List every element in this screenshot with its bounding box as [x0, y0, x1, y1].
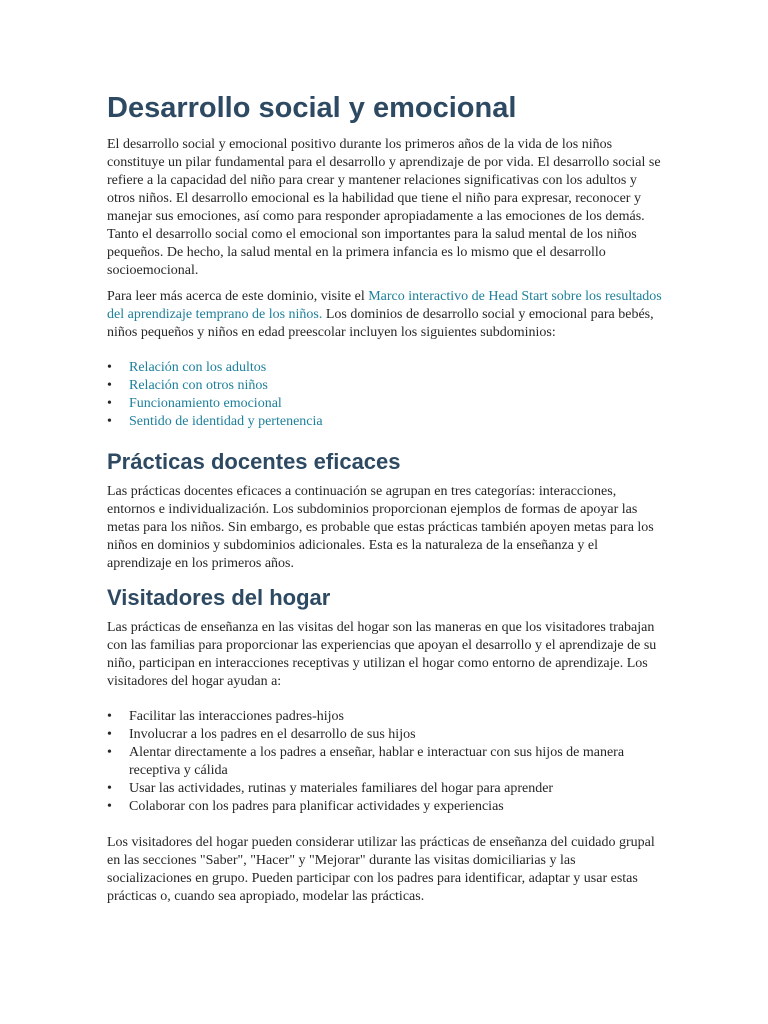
- home-visitors-list-item: • Involucrar a los padres en el desarrollo de sus hijos: [107, 726, 663, 744]
- home-visitors-list-item: • Facilitar las interacciones padres-hijos: [107, 708, 663, 726]
- home-visitors-list: [107, 708, 663, 816]
- subdomain-list-item: [107, 359, 663, 377]
- subdomain-link-children[interactable]: Relación con otros niños: [129, 378, 268, 393]
- subdomain-list: [107, 359, 663, 431]
- home-visitors-list-item: • Colaborar con los padres para planificar actividades y experiencias: [107, 798, 663, 816]
- home-visitors-list-item: • Usar las actividades, rutinas y materiales familiares del hogar para aprender: [107, 780, 663, 798]
- heading-social-emotional-development: Desarrollo social y emocional: [107, 92, 517, 124]
- subdomain-list-item: [107, 377, 663, 395]
- practices-paragraph: Las prácticas docentes eficaces a continuación se agrupan en tres categorías: interacciones, entornos e individualización. Los subdominios proporcionan ejemplos de formas de apoyar las metas para los niños. Sin embargo, es probable que estas prácticas también apoyen metas para los niños en dominios y subdominios adicionales. Esta es la naturaleza de la enseñanza y el aprendizaje en los primeros años.: [107, 484, 654, 571]
- heading-effective-teaching-practices: Prácticas docentes eficaces: [107, 449, 401, 474]
- intro-paragraph: El desarrollo social y emocional positivo durante los primeros años de la vida de los niños constituye un pilar fundamental para el desarrollo y aprendizaje de por vida. El desarrollo social se refiere a la capacidad del niño para crear y mantener relaciones significativas con los adultos y otros niños. El desarrollo emocional es la habilidad que tiene el niño para expresar, reconocer y manejar sus emociones, así como para responder apropiadamente a las emociones de los demás. Tanto el desarrollo social como el emocional son importantes para la salud mental de los niños pequeños. De hecho, la salud mental en la primera infancia es lo mismo que el desarrollo socioemocional.: [107, 137, 661, 278]
- home-visitors-list-item: • Alentar directamente a los padres a enseñar, hablar e interactuar con sus hijos de manera receptiva y cálida: [107, 744, 663, 780]
- subdomain-link-adults[interactable]: Relación con los adultos: [129, 360, 267, 375]
- subdomain-link-identity[interactable]: Sentido de identidad y pertenencia: [129, 414, 323, 429]
- document-page: [107, 88, 663, 914]
- domain-info-text-after: Los dominios de desarrollo social y emocional para bebés, niños pequeños y niños en edad preescolar incluyen los siguientes subdominios:: [107, 307, 654, 340]
- home-visitors-paragraph: Las prácticas de enseñanza en las visitas del hogar son las maneras en que los visitadores trabajan con las familias para proporcionar las experiencias que apoyan el desarrollo y el aprendizaje de su niño, participan en interacciones receptivas y utilizan el hogar como entorno de aprendizaje. Los visitadores del hogar ayudan a:: [107, 620, 657, 689]
- group-practices-paragraph: Los visitadores del hogar pueden considerar utilizar las prácticas de enseñanza del cuidado grupal en las secciones "Saber", "Hacer" y "Mejorar" durante las visitas domiciliarias y las socializaciones en grupo. Pueden participar con los padres para identificar, adaptar y usar estas prácticas o, cuando sea apropiado, modelar las prácticas.: [107, 835, 655, 904]
- subdomain-list-item: [107, 395, 663, 413]
- head-start-framework-link[interactable]: Marco interactivo de Head Start sobre los resultados del aprendizaje temprano de los niños.: [107, 289, 662, 322]
- subdomain-list-item: [107, 413, 663, 431]
- domain-info-text-before: Para leer más acerca de este dominio, visite el: [107, 289, 369, 304]
- subdomain-link-emotional[interactable]: Funcionamiento emocional: [129, 396, 282, 411]
- domain-info-paragraph: [107, 288, 663, 342]
- heading-home-visitors: Visitadores del hogar: [107, 585, 331, 610]
